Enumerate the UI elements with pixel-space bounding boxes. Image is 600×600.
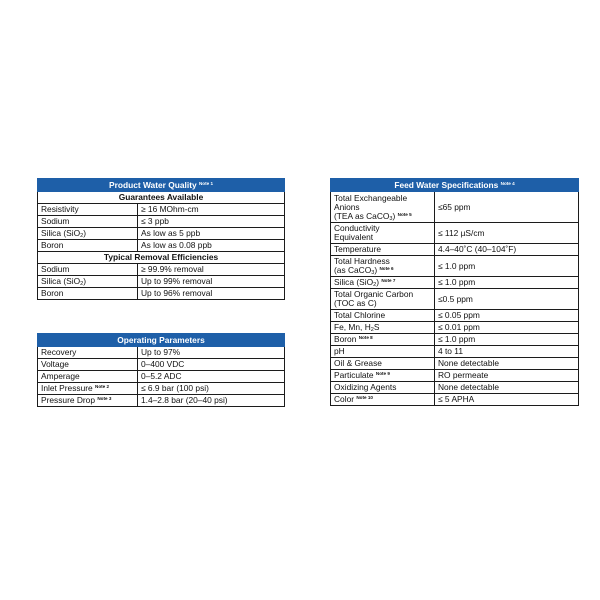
title-note: Note 4 <box>500 180 515 186</box>
value-cell: Up to 96% removal <box>138 288 285 300</box>
param-cell: Boron <box>38 240 138 252</box>
value-cell: ≤ 1.0 ppm <box>435 277 579 289</box>
value-cell: RO permeate <box>435 370 579 382</box>
param-cell: Oil & Grease <box>331 358 435 370</box>
table-row <box>331 277 579 289</box>
value-cell: ≥ 99.9% removal <box>138 264 285 276</box>
value-cell: ≤0.5 ppm <box>435 289 579 310</box>
param-cell: Total Hardness (as CaCO$_3$) $^{Note 6}$ <box>331 256 435 277</box>
table-row <box>38 264 285 276</box>
param-cell: Pressure Drop $^{Note 3}$ <box>38 395 138 407</box>
table-row <box>38 395 285 407</box>
table-row <box>38 288 285 300</box>
value-cell: ≤ 1.0 ppm <box>435 334 579 346</box>
value-cell: As low as 5 ppb <box>138 228 285 240</box>
table-row <box>331 334 579 346</box>
value-cell: 4.4–40˚C (40–104˚F) <box>435 244 579 256</box>
table-row <box>331 256 579 277</box>
operating-parameters-title: Operating Parameters <box>38 334 285 347</box>
value-cell: 4 to 11 <box>435 346 579 358</box>
value-cell: Up to 97% <box>138 347 285 359</box>
param-cell: Total Exchangeable Anions (TEA as CaCO$_3$) $^{Note 5}$ <box>331 192 435 223</box>
title-note: Note 1 <box>198 180 214 186</box>
param-cell: Total Chlorine <box>331 310 435 322</box>
param-cell: Silica (SiO$_2$) <box>38 276 138 288</box>
value-cell: 0–5.2 ADC <box>138 371 285 383</box>
param-cell: Sodium <box>38 216 138 228</box>
value-cell: Up to 99% removal <box>138 276 285 288</box>
table-row <box>38 383 285 395</box>
value-cell: None detectable <box>435 358 579 370</box>
table-row <box>331 244 579 256</box>
param-cell: Voltage <box>38 359 138 371</box>
param-cell: Total Organic Carbon (TOC as C) <box>331 289 435 310</box>
table-row <box>331 358 579 370</box>
value-cell: As low as 0.08 ppb <box>138 240 285 252</box>
param-cell: Oxidizing Agents <box>331 382 435 394</box>
table-row <box>331 192 579 223</box>
param-cell: Sodium <box>38 264 138 276</box>
table-row <box>38 228 285 240</box>
value-cell: ≤ 1.0 ppm <box>435 256 579 277</box>
operating-parameters-table <box>37 333 285 407</box>
value-cell: ≤ 5 APHA <box>435 394 579 406</box>
feed-water-specifications-table <box>330 178 579 406</box>
table-row <box>331 382 579 394</box>
product-water-quality-table <box>37 178 285 300</box>
value-cell: ≤ 3 ppb <box>138 216 285 228</box>
table-row <box>331 346 579 358</box>
param-cell: Silica (SiO$_2$) $^{Note 7}$ <box>331 277 435 289</box>
param-cell: pH <box>331 346 435 358</box>
value-cell: ≤ 0.05 ppm <box>435 310 579 322</box>
param-cell: Silica (SiO$_2$) <box>38 228 138 240</box>
value-cell: ≤65 ppm <box>435 192 579 223</box>
param-cell: Conductivity Equivalent <box>331 223 435 244</box>
value-cell: ≤ 112 µS/cm <box>435 223 579 244</box>
param-cell: Particulate $^{Note 9}$ <box>331 370 435 382</box>
param-cell: Amperage <box>38 371 138 383</box>
guarantees-heading: Guarantees Available <box>38 192 285 204</box>
param-cell: Recovery <box>38 347 138 359</box>
product-water-quality-title: Product Water Quality $^{Note 1}$ <box>38 179 285 192</box>
table-row <box>38 204 285 216</box>
param-cell: Fe, Mn, $H_2S$ <box>331 322 435 334</box>
param-cell: Inlet Pressure $^{Note 2}$ <box>38 383 138 395</box>
value-cell: None detectable <box>435 382 579 394</box>
table-row <box>38 347 285 359</box>
table-row <box>331 394 579 406</box>
table-row <box>38 359 285 371</box>
table-row <box>331 289 579 310</box>
removal-heading: Typical Removal Efficiencies <box>38 252 285 264</box>
param-cell: Color $^{Note 10}$ <box>331 394 435 406</box>
value-cell: ≤ 6.9 bar (100 psi) <box>138 383 285 395</box>
table-row <box>38 216 285 228</box>
value-cell: 0–400 VDC <box>138 359 285 371</box>
param-cell: Resistivity <box>38 204 138 216</box>
param-cell: Boron <box>38 288 138 300</box>
table-row <box>38 240 285 252</box>
table-row <box>331 322 579 334</box>
param-cell: Boron $^{Note 8}$ <box>331 334 435 346</box>
table-row <box>331 310 579 322</box>
param-cell: Temperature <box>331 244 435 256</box>
table-row <box>38 371 285 383</box>
feed-water-specifications-title: Feed Water Specifications $^{Note 4}$ <box>331 179 579 192</box>
value-cell: ≤ 0.01 ppm <box>435 322 579 334</box>
table-row <box>331 223 579 244</box>
value-cell: 1.4–2.8 bar (20–40 psi) <box>138 395 285 407</box>
table-row <box>331 370 579 382</box>
value-cell: ≥ 16 MOhm-cm <box>138 204 285 216</box>
table-row <box>38 276 285 288</box>
